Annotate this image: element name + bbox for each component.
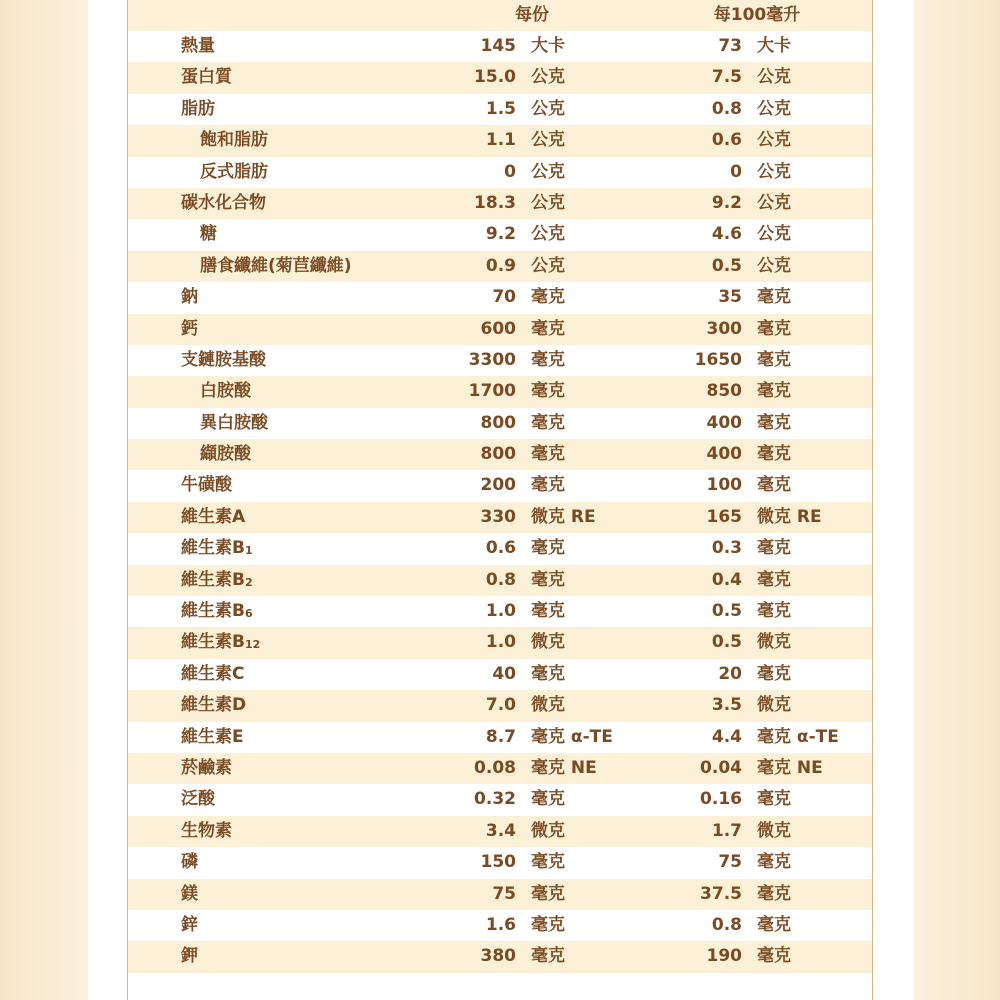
value-per-serving: 40 — [492, 663, 516, 684]
value-per-serving: 1700 — [468, 381, 516, 402]
value-per-serving: 0.32 — [474, 789, 516, 810]
table-row — [128, 251, 872, 282]
unit-per-100ml: 毫克 NE — [757, 757, 823, 778]
value-per-serving: 800 — [480, 444, 516, 465]
value-per-100ml: 37.5 — [700, 883, 742, 904]
unit-per-100ml: 毫克 — [757, 381, 791, 402]
value-per-100ml: 0.16 — [700, 789, 742, 810]
table-header-row — [128, 0, 872, 31]
value-per-100ml: 400 — [706, 412, 742, 433]
nutrient-name — [200, 251, 352, 282]
unit-per-serving: 毫克 — [531, 287, 565, 308]
nutrient-name-text: 維生素E — [181, 726, 244, 747]
table-row — [128, 470, 872, 501]
nutrient-name — [181, 753, 232, 784]
unit-per-100ml: 微克 RE — [757, 506, 822, 527]
unit-per-100ml: 毫克 — [757, 349, 791, 370]
nutrition-table — [128, 0, 872, 973]
nutrient-name-text: 異白胺酸 — [200, 412, 268, 433]
value-per-serving: 18.3 — [474, 192, 516, 213]
nutrient-name-text: 牛磺酸 — [181, 475, 232, 496]
nutrient-name — [181, 31, 215, 62]
value-per-100ml: 4.4 — [711, 726, 742, 747]
unit-per-serving: 公克 — [531, 192, 565, 213]
nutrient-name — [181, 94, 215, 125]
unit-per-serving: 毫克 — [531, 569, 565, 590]
unit-per-serving: 微克 — [531, 695, 565, 716]
value-per-100ml: 35 — [718, 287, 742, 308]
unit-per-serving: 毫克 — [531, 852, 565, 873]
table-row — [128, 816, 872, 847]
nutrient-name-text: 維生素A — [181, 506, 246, 527]
nutrient-name — [181, 879, 198, 910]
value-per-serving: 0.8 — [485, 569, 516, 590]
table-row — [128, 502, 872, 533]
value-per-100ml: 0.8 — [711, 98, 742, 119]
nutrient-name-text: 鉀 — [181, 946, 198, 967]
table-row — [128, 31, 872, 62]
table-row — [128, 282, 872, 313]
value-per-100ml: 0.4 — [711, 569, 742, 590]
unit-per-100ml: 毫克 — [757, 852, 791, 873]
unit-per-100ml: 毫克 — [757, 946, 791, 967]
nutrient-name — [200, 219, 217, 250]
nutrient-name-text: 磷 — [181, 852, 198, 873]
unit-per-serving: 毫克 — [531, 475, 565, 496]
nutrient-subscript: 6 — [244, 607, 253, 621]
nutrient-name — [181, 596, 253, 627]
value-per-serving: 1.1 — [485, 130, 516, 151]
nutrient-subscript: 2 — [244, 575, 253, 589]
nutrient-name — [200, 376, 251, 407]
unit-per-100ml: 大卡 — [757, 36, 791, 56]
nutrient-name — [181, 910, 198, 941]
value-per-serving: 7.0 — [485, 695, 516, 716]
nutrient-name-text: 鈣 — [181, 318, 198, 339]
nutrient-name — [181, 847, 198, 878]
unit-per-100ml: 公克 — [757, 224, 791, 245]
nutrient-name-text: 熱量 — [181, 36, 215, 56]
unit-per-serving: 公克 — [531, 224, 565, 245]
nutrient-name-text: 維生素D — [181, 695, 247, 716]
nutrient-name — [181, 282, 198, 313]
unit-per-100ml: 公克 — [757, 161, 791, 182]
table-row — [128, 847, 872, 878]
unit-per-serving: 微克 — [531, 820, 565, 841]
unit-per-100ml: 毫克 — [757, 318, 791, 339]
unit-per-100ml: 公克 — [757, 98, 791, 119]
value-per-100ml: 0.5 — [711, 255, 742, 276]
value-per-serving: 380 — [480, 946, 516, 967]
value-per-serving: 0.6 — [485, 538, 516, 559]
nutrient-name-text: 蛋白質 — [181, 67, 232, 88]
value-per-100ml: 7.5 — [711, 67, 742, 88]
table-row — [128, 408, 872, 439]
header-per-100ml: 每100毫升 — [713, 5, 801, 25]
value-per-serving: 3300 — [468, 349, 516, 370]
nutrient-name-text: 維生素B — [181, 632, 245, 653]
nutrient-name-text: 鎂 — [181, 883, 198, 904]
unit-per-100ml: 公克 — [757, 255, 791, 276]
nutrient-name-text: 脂肪 — [181, 98, 215, 119]
unit-per-serving: 毫克 α-TE — [531, 726, 613, 747]
value-per-serving: 8.7 — [485, 726, 516, 747]
nutrient-name-text: 膳食纖維(菊苣纖維) — [200, 255, 352, 276]
unit-per-serving: 公克 — [531, 67, 565, 88]
table-row — [128, 690, 872, 721]
nutrient-name — [181, 722, 244, 753]
table-row — [128, 910, 872, 941]
table-row — [128, 376, 872, 407]
table-row — [128, 314, 872, 345]
nutrient-name — [200, 408, 268, 439]
unit-per-100ml: 微克 — [757, 820, 791, 841]
unit-per-100ml: 毫克 — [757, 538, 791, 559]
value-per-serving: 600 — [480, 318, 516, 339]
value-per-100ml: 1.7 — [711, 820, 742, 841]
value-per-serving: 70 — [492, 287, 516, 308]
value-per-100ml: 9.2 — [711, 192, 742, 213]
value-per-100ml: 3.5 — [711, 695, 742, 716]
table-row — [128, 941, 872, 972]
unit-per-serving: 毫克 — [531, 318, 565, 339]
value-per-serving: 0 — [504, 161, 516, 182]
unit-per-100ml: 微克 — [757, 632, 791, 653]
unit-per-100ml: 毫克 — [757, 569, 791, 590]
unit-per-serving: 毫克 NE — [531, 757, 597, 778]
nutrient-name — [181, 784, 215, 815]
unit-per-100ml: 公克 — [757, 130, 791, 151]
nutrient-name — [181, 533, 253, 564]
value-per-serving: 1.6 — [485, 914, 516, 935]
unit-per-serving: 大卡 — [531, 36, 565, 56]
table-row — [128, 596, 872, 627]
nutrient-name — [200, 439, 251, 470]
value-per-serving: 800 — [480, 412, 516, 433]
nutrient-name — [181, 345, 266, 376]
value-per-100ml: 850 — [706, 381, 742, 402]
table-row — [128, 94, 872, 125]
unit-per-serving: 毫克 — [531, 946, 565, 967]
value-per-100ml: 73 — [718, 36, 742, 56]
value-per-100ml: 0 — [730, 161, 742, 182]
unit-per-serving: 毫克 — [531, 444, 565, 465]
value-per-100ml: 190 — [706, 946, 742, 967]
value-per-serving: 1.0 — [485, 601, 516, 622]
value-per-serving: 0.08 — [474, 757, 516, 778]
value-per-serving: 1.5 — [485, 98, 516, 119]
value-per-serving: 15.0 — [474, 67, 516, 88]
nutrient-name — [181, 816, 232, 847]
nutrient-name — [181, 565, 253, 596]
nutrient-name — [181, 502, 245, 533]
unit-per-serving: 毫克 — [531, 349, 565, 370]
unit-per-100ml: 毫克 — [757, 475, 791, 496]
value-per-serving: 1.0 — [485, 632, 516, 653]
nutrient-name-text: 飽和脂肪 — [200, 130, 268, 151]
nutrient-name-text: 糖 — [200, 224, 217, 245]
nutrient-name-text: 菸鹼素 — [181, 757, 232, 778]
nutrient-name — [200, 157, 268, 188]
unit-per-serving: 公克 — [531, 255, 565, 276]
value-per-100ml: 100 — [706, 475, 742, 496]
unit-per-100ml: 毫克 — [757, 444, 791, 465]
value-per-serving: 75 — [492, 883, 516, 904]
nutrient-name-text: 纈胺酸 — [200, 444, 251, 465]
unit-per-serving: 毫克 — [531, 663, 565, 684]
nutrient-name-text: 維生素B — [181, 538, 245, 559]
table-row — [128, 565, 872, 596]
unit-per-100ml: 毫克 — [757, 883, 791, 904]
unit-per-serving: 毫克 — [531, 914, 565, 935]
nutrient-name-text: 維生素B — [181, 601, 245, 622]
table-row — [128, 879, 872, 910]
value-per-100ml: 300 — [706, 318, 742, 339]
header-per-serving: 每份 — [515, 5, 549, 25]
nutrient-name-text: 支鏈胺基酸 — [181, 349, 266, 370]
nutrient-name-text: 泛酸 — [181, 789, 215, 810]
unit-per-serving: 毫克 — [531, 883, 565, 904]
nutrient-name-text: 反式脂肪 — [200, 161, 268, 182]
value-per-100ml: 4.6 — [711, 224, 742, 245]
table-row — [128, 219, 872, 250]
value-per-100ml: 0.04 — [700, 757, 742, 778]
unit-per-100ml: 毫克 — [757, 601, 791, 622]
unit-per-serving: 毫克 — [531, 538, 565, 559]
value-per-100ml: 0.6 — [711, 130, 742, 151]
table-row — [128, 62, 872, 93]
nutrient-name-text: 維生素C — [181, 663, 245, 684]
value-per-100ml: 75 — [718, 852, 742, 873]
nutrient-name-text: 碳水化合物 — [181, 192, 266, 213]
nutrient-name-text: 鈉 — [181, 287, 198, 308]
unit-per-serving: 毫克 — [531, 789, 565, 810]
table-row — [128, 345, 872, 376]
nutrient-name — [181, 62, 232, 93]
unit-per-serving: 微克 RE — [531, 506, 596, 527]
value-per-serving: 150 — [480, 852, 516, 873]
nutrient-subscript: 12 — [244, 638, 261, 652]
unit-per-serving: 毫克 — [531, 412, 565, 433]
value-per-serving: 0.9 — [485, 255, 516, 276]
unit-per-serving: 公克 — [531, 130, 565, 151]
nutrient-name-text: 鋅 — [181, 914, 198, 935]
unit-per-100ml: 毫克 — [757, 914, 791, 935]
unit-per-serving: 公克 — [531, 98, 565, 119]
table-row — [128, 125, 872, 156]
nutrient-name — [181, 470, 232, 501]
nutrient-name-text: 生物素 — [181, 820, 232, 841]
value-per-100ml: 20 — [718, 663, 742, 684]
nutrient-name — [181, 659, 244, 690]
unit-per-100ml: 公克 — [757, 192, 791, 213]
nutrient-name — [181, 690, 246, 721]
table-row — [128, 627, 872, 658]
value-per-100ml: 165 — [706, 506, 742, 527]
unit-per-100ml: 公克 — [757, 67, 791, 88]
unit-per-100ml: 毫克 — [757, 287, 791, 308]
nutrient-name — [181, 314, 198, 345]
table-row — [128, 439, 872, 470]
value-per-100ml: 0.8 — [711, 914, 742, 935]
nutrient-name — [181, 188, 266, 219]
value-per-serving: 145 — [480, 36, 516, 56]
nutrient-name — [181, 941, 198, 972]
nutrient-name — [181, 627, 260, 658]
table-row — [128, 784, 872, 815]
unit-per-100ml: 毫克 — [757, 789, 791, 810]
table-row — [128, 722, 872, 753]
unit-per-serving: 公克 — [531, 161, 565, 182]
value-per-100ml: 0.5 — [711, 601, 742, 622]
table-row — [128, 753, 872, 784]
value-per-100ml: 0.3 — [711, 538, 742, 559]
unit-per-100ml: 毫克 — [757, 412, 791, 433]
table-row — [128, 157, 872, 188]
unit-per-100ml: 毫克 — [757, 663, 791, 684]
value-per-100ml: 0.5 — [711, 632, 742, 653]
unit-per-serving: 毫克 — [531, 601, 565, 622]
nutrient-name-text: 維生素B — [181, 569, 245, 590]
table-row — [128, 188, 872, 219]
value-per-100ml: 400 — [706, 444, 742, 465]
value-per-100ml: 1650 — [694, 349, 742, 370]
unit-per-100ml: 毫克 α-TE — [757, 726, 839, 747]
nutrient-name — [200, 125, 268, 156]
table-row — [128, 533, 872, 564]
unit-per-serving: 毫克 — [531, 381, 565, 402]
nutrient-name-text: 白胺酸 — [200, 381, 251, 402]
value-per-serving: 3.4 — [485, 820, 516, 841]
nutrient-subscript: 1 — [244, 544, 253, 558]
unit-per-100ml: 微克 — [757, 695, 791, 716]
table-row — [128, 659, 872, 690]
value-per-serving: 9.2 — [485, 224, 516, 245]
value-per-serving: 330 — [480, 506, 516, 527]
unit-per-serving: 微克 — [531, 632, 565, 653]
value-per-serving: 200 — [480, 475, 516, 496]
